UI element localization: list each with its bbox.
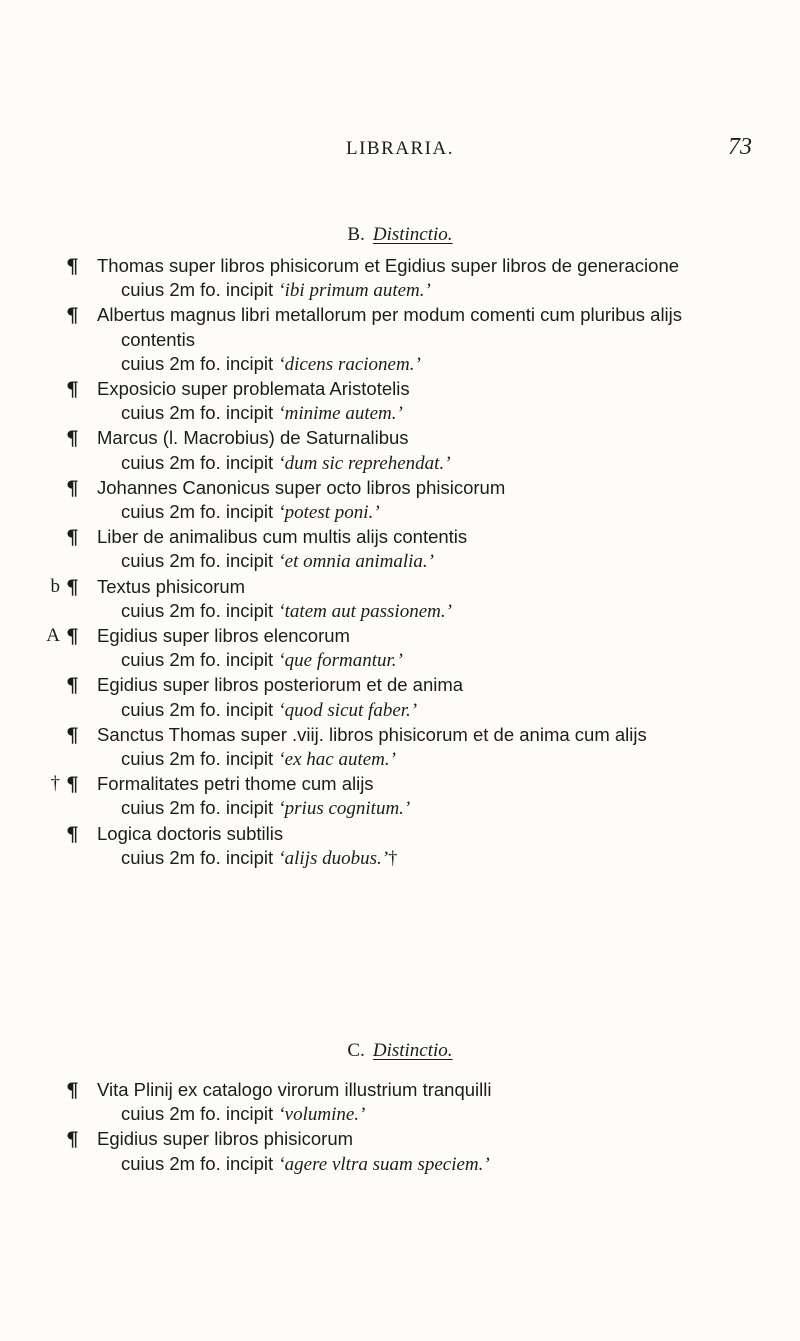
entry-title: Vita Plinij ex catalogo virorum illustrium tranquilli — [97, 1079, 492, 1100]
pilcrow-icon: ¶ — [66, 574, 79, 599]
entry-incipit — [121, 500, 800, 525]
incipit-quote: ‘et omnia animalia.’ — [278, 551, 435, 573]
entry-title: Sanctus Thomas super .viij. libros phisicorum et de anima cum alijs — [97, 723, 647, 745]
pilcrow-icon: ¶ — [66, 821, 79, 846]
incipit-prefix: cuius 2m fo. incipit — [121, 402, 274, 424]
incipit-prefix: cuius 2m fo. incipit — [121, 649, 274, 671]
incipit-quote: ‘potest poni.’ — [278, 502, 380, 524]
section-b-heading — [0, 224, 800, 246]
pilcrow-icon: ¶ — [66, 1127, 79, 1152]
catalog-entry — [0, 822, 800, 871]
incipit-quote: ‘quod sicut faber.’ — [278, 699, 418, 721]
entry-title: Textus phisicorum — [97, 575, 246, 597]
entry-title: Exposicio super problemata Aristotelis — [97, 378, 410, 400]
entry-incipit — [121, 1152, 800, 1177]
entry-incipit — [121, 698, 800, 723]
incipit-quote: ‘ibi primum autem.’ — [278, 280, 431, 302]
pilcrow-icon: ¶ — [66, 673, 79, 698]
section-b-label: B. — [347, 224, 365, 245]
incipit-prefix: cuius 2m fo. incipit — [121, 550, 274, 572]
catalog-entry — [0, 377, 800, 426]
dagger-mark: † — [388, 848, 398, 869]
pilcrow-icon: ¶ — [66, 722, 79, 747]
entry-incipit — [121, 352, 800, 377]
catalog-entry — [0, 254, 800, 303]
entry-incipit — [121, 401, 800, 426]
section-c-entries — [0, 1078, 800, 1177]
entry-title: Thomas super libros phisicorum et Egidius super libros de generacione — [97, 255, 680, 276]
incipit-prefix: cuius 2m fo. incipit — [121, 501, 274, 523]
entry-title: Logica doctoris subtilis — [97, 822, 284, 844]
incipit-prefix: cuius 2m fo. incipit — [121, 1152, 274, 1174]
incipit-quote: ‘alijs duobus.’ — [278, 847, 389, 869]
running-head: LIBRARIA. — [346, 138, 454, 159]
entry-incipit — [121, 1102, 800, 1127]
incipit-prefix: cuius 2m fo. incipit — [121, 1103, 274, 1125]
catalog-entry — [0, 1127, 800, 1176]
pilcrow-icon: ¶ — [66, 254, 79, 278]
margin-mark: † — [50, 773, 60, 795]
entry-incipit — [121, 549, 800, 574]
entry-incipit — [121, 278, 800, 303]
margin-mark: A — [46, 625, 60, 647]
entry-title: Johannes Canonicus super octo libros phisicorum — [97, 476, 506, 498]
incipit-prefix: cuius 2m fo. incipit — [121, 599, 274, 621]
incipit-prefix: cuius 2m fo. incipit — [121, 451, 274, 473]
entry-title: Egidius super libros elencorum — [97, 625, 350, 647]
pilcrow-icon: ¶ — [66, 377, 79, 402]
section-c-heading — [0, 1040, 800, 1062]
incipit-prefix: cuius 2m fo. incipit — [121, 352, 274, 374]
catalog-entry — [0, 772, 800, 821]
entry-title: Marcus (l. Macrobius) de Saturnalibus — [97, 427, 409, 449]
catalog-entry — [0, 303, 800, 377]
pilcrow-icon: ¶ — [66, 772, 79, 797]
incipit-prefix: cuius 2m fo. incipit — [121, 797, 274, 819]
pilcrow-icon: ¶ — [66, 426, 79, 451]
entry-incipit — [121, 796, 800, 821]
entry-title: Formalitates petri thome cum alijs — [97, 773, 374, 795]
pilcrow-icon: ¶ — [66, 1078, 79, 1102]
incipit-prefix: cuius 2m fo. incipit — [121, 698, 274, 720]
incipit-quote: ‘volumine.’ — [278, 1104, 366, 1126]
incipit-quote: ‘agere vltra suam speciem.’ — [278, 1153, 490, 1175]
pilcrow-icon: ¶ — [66, 475, 79, 500]
entry-incipit — [121, 599, 800, 624]
entry-incipit — [121, 648, 800, 673]
pilcrow-icon: ¶ — [66, 303, 79, 328]
pilcrow-icon: ¶ — [66, 525, 79, 550]
margin-mark: b — [50, 575, 60, 597]
incipit-quote: ‘prius cognitum.’ — [278, 798, 411, 820]
section-c-title: Distinctio. — [372, 1040, 453, 1061]
catalog-entry — [0, 723, 800, 772]
incipit-quote: ‘ex hac autem.’ — [278, 749, 396, 771]
incipit-quote: ‘minime autem.’ — [278, 403, 403, 425]
incipit-quote: ‘tatem aut passionem.’ — [278, 600, 452, 622]
section-b-entries — [0, 254, 800, 871]
catalog-entry — [0, 624, 800, 673]
entry-title: Liber de animalibus cum multis alijs contentis — [97, 526, 468, 548]
entry-incipit — [121, 747, 800, 772]
catalog-entry — [0, 476, 800, 525]
incipit-prefix: cuius 2m fo. incipit — [121, 846, 274, 868]
incipit-prefix: cuius 2m fo. incipit — [121, 279, 274, 301]
incipit-quote: ‘que formantur.’ — [278, 650, 403, 672]
entry-title: Egidius super libros phisicorum — [97, 1128, 354, 1150]
page-number: 73 — [728, 134, 752, 160]
section-c-label: C. — [347, 1040, 365, 1061]
section-b-title: Distinctio. — [372, 224, 453, 245]
incipit-quote: ‘dum sic reprehendat.’ — [278, 452, 451, 474]
catalog-entry — [0, 426, 800, 475]
pilcrow-icon: ¶ — [66, 624, 79, 649]
catalog-entry — [0, 575, 800, 624]
entry-title: Egidius super libros posteriorum et de anima — [97, 674, 464, 696]
catalog-entry — [0, 673, 800, 722]
catalog-entry — [0, 1078, 800, 1127]
incipit-prefix: cuius 2m fo. incipit — [121, 748, 274, 770]
entry-title: Albertus magnus libri metallorum per modum comenti cum pluribus alijs contentis — [97, 304, 683, 350]
entry-incipit — [121, 846, 800, 871]
catalog-entry — [0, 525, 800, 574]
incipit-quote: ‘dicens racionem.’ — [278, 353, 421, 375]
entry-incipit — [121, 451, 800, 476]
